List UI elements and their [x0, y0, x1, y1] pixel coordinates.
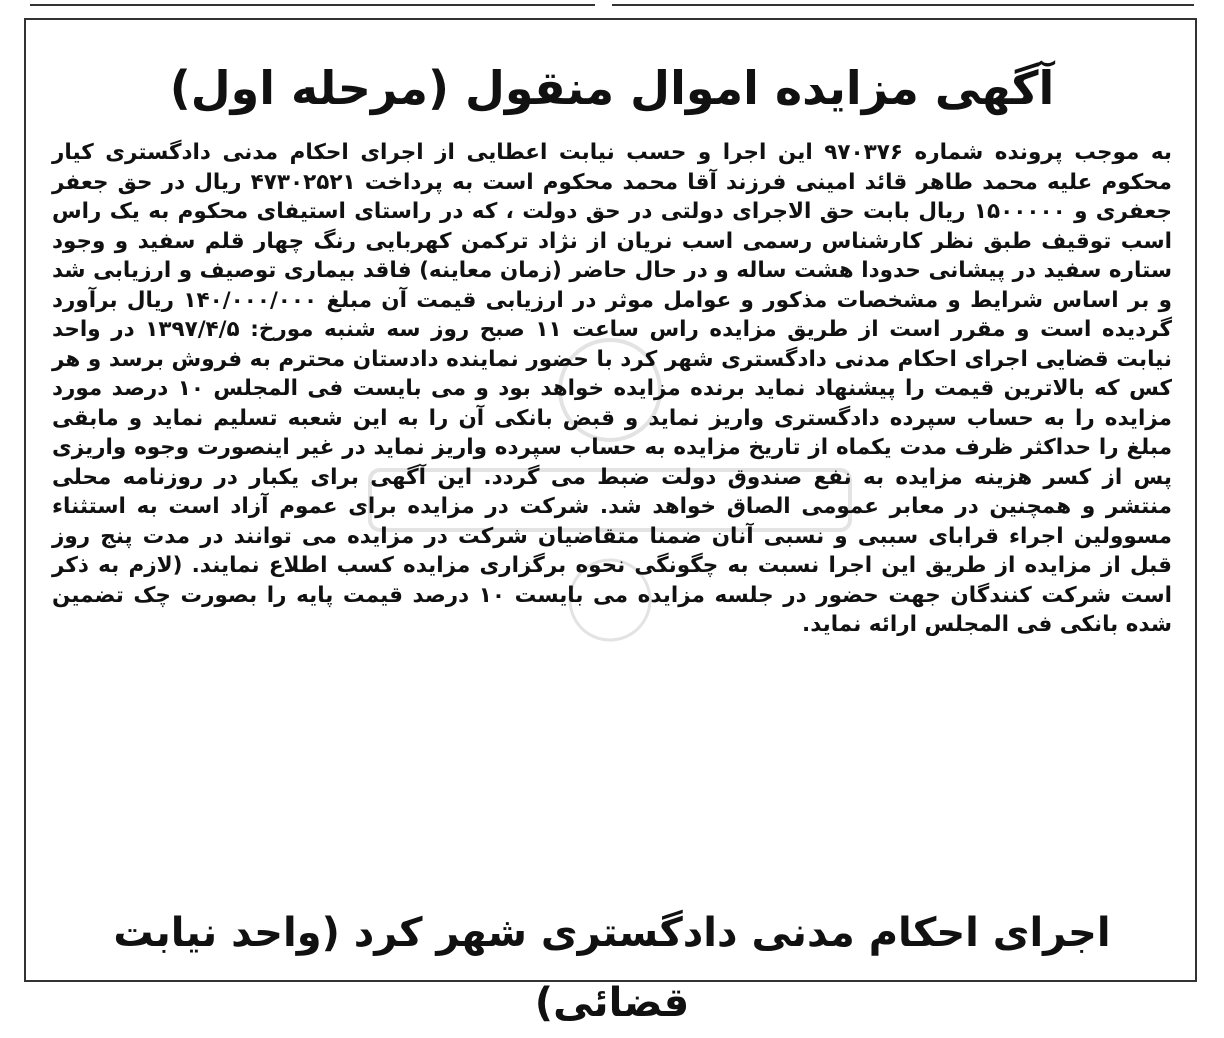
right-column-rule — [612, 0, 1194, 6]
notice-signature: اجرای احکام مدنی دادگستری شهر کرد (واحد نیابت قضائی) — [113, 910, 1111, 1026]
notice-body — [52, 138, 1172, 640]
notice-paragraph: به موجب پرونده شماره ۹۷۰۳۷۶ این اجرا و حسب نیابت اعطایی از اجرای احکام مدنی دادگستری کیار محکوم علیه محمد طاهر قائد امینی فرزند آقا محمد محکوم است به پرداخت ۴۷۳۰۲۵۲۱ ریال در حق جعفر جعفری و ۱۵۰۰۰۰۰ ریال بابت حق الاجرای دولتی در حق دولت ، که در راستای استیفای محکوم به یک راس اسب توقیف طبق نظر کارشناس رسمی اسب نریان از نژاد ترکمن کهربایی رنگ چهار قلم سفید و وجود ستاره سفید در پیشانی حدودا هشت ساله و در حال حاضر (زمان معاینه) فاقد بیماری توصیف و ارزیابی شد و بر اساس شرایط و مشخصات مذکور و عوامل موثر در ارزیابی قیمت آن مبلغ ۱۴۰/۰۰۰/۰۰۰ ریال برآورد گردیده است و مقرر است از طریق مزایده راس ساعت ۱۱ صبح روز سه شنبه مورخ: ۱۳۹۷/۴/۵ در واحد نیابت قضایی اجرای احکام مدنی دادگستری شهر کرد با حضور نماینده دادستان محترم به فروش برسد و هر کس که بالاترین قیمت را پیشنهاد نماید برنده مزایده خواهد بود و می بایست فی المجلس ۱۰ درصد مورد مزایده را به حساب سپرده دادگستری واریز نماید و قبض بانکی آن را به این شعبه تسلیم نماید و مابقی مبلغ را حداکثر ظرف مدت یکماه از تاریخ مزایده به حساب سپرده واریز نماید در غیر اینصورت وجوه واریزی پس از کسر هزینه مزایده به نفع صندوق دولت ضبط می گردد. این آگهی برای یکبار در روزنامه محلی منتشر و همچنین در معابر عمومی الصاق خواهد شد. شرکت در مزایده برای عموم آزاد است به استثناء مسوولین اجراء قرابای سببی و نسبی آنان ضمنا متقاضیان شرکت در مزایده می توانند در مدت پنج روز قبل از مزایده از طریق این اجرا نسبت به چگونگی نحوه برگزاری مزایده کسب اطلاع نمایند. (لازم به ذکر است شرکت کنندگان جهت حضور در جلسه مزایده می بایست ۱۰ درصد قیمت پایه را بصورت چک تضمین شده بانکی فی المجلس ارائه نماید. — [52, 140, 1172, 637]
top-column-rules — [0, 0, 1224, 10]
notice-title: آگهی مزایده اموال منقول (مرحله اول) — [169, 61, 1055, 115]
left-column-rule — [30, 0, 595, 6]
